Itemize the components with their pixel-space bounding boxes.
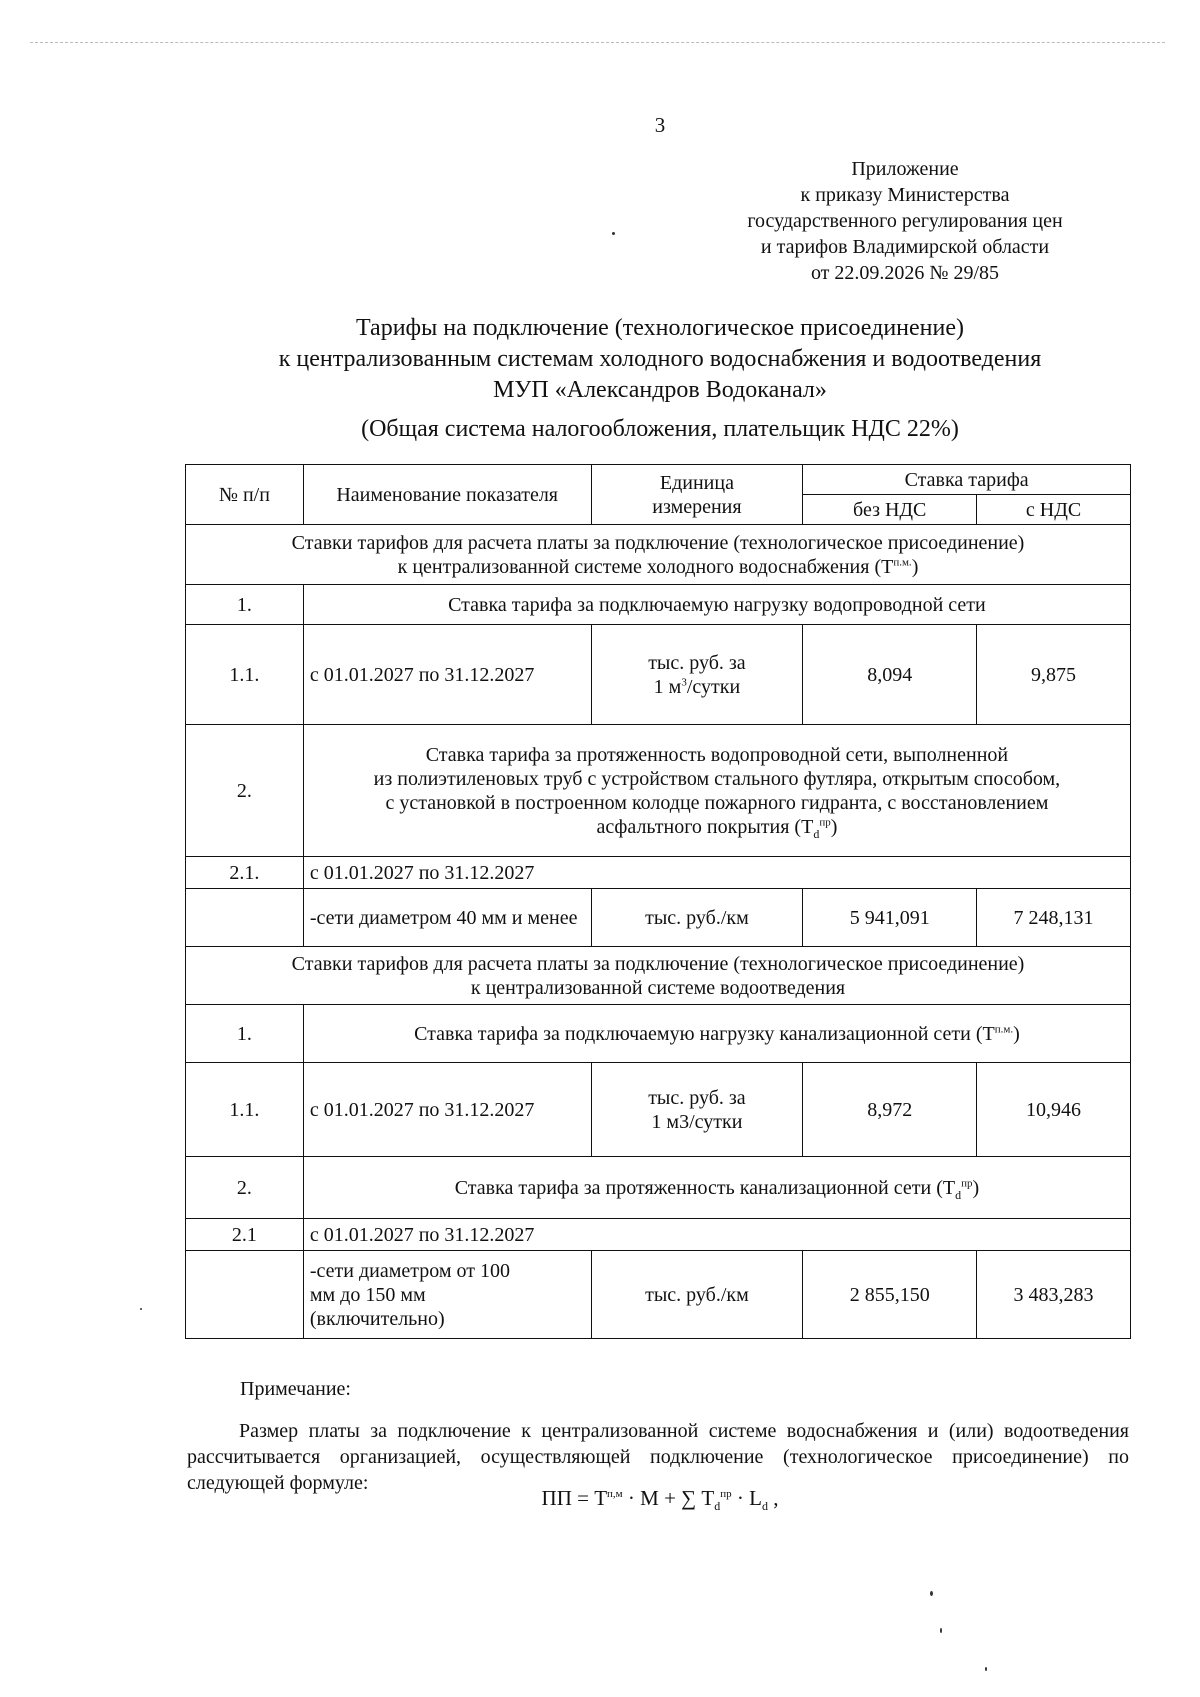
row-name: -сети диаметром 40 мм и менее xyxy=(303,889,591,947)
table-row xyxy=(186,1063,1131,1157)
row-num-empty xyxy=(186,889,304,947)
row-unit: тыс. руб./км xyxy=(591,889,803,947)
scan-speck xyxy=(930,1591,933,1596)
appendix-line: от 22.09.2026 № 29/85 xyxy=(810,262,1000,284)
row-name: -сети диаметром от 100 мм до 150 мм (включительно) xyxy=(303,1251,591,1339)
note-label: Примечание: xyxy=(240,1378,351,1400)
table-row xyxy=(186,625,1131,725)
header-name: Наименование показателя xyxy=(303,465,591,525)
row-num: 1. xyxy=(186,1005,304,1063)
row-num: 2. xyxy=(186,725,304,857)
table-row xyxy=(186,585,1131,625)
row-unit: тыс. руб./км xyxy=(591,1251,803,1339)
row-num: 2.1. xyxy=(186,857,304,889)
page-number: 3 xyxy=(654,113,666,137)
table-row xyxy=(186,1005,1131,1063)
row-period: с 01.01.2027 по 31.12.2027 xyxy=(303,1063,591,1157)
title-line: к централизованным системам холодного водоснабжения и водоотведения xyxy=(278,346,1042,372)
scan-speck xyxy=(985,1667,987,1671)
row-unit: тыс. руб. за 1 $м^3$/сутки xyxy=(591,625,803,725)
value-without-vat: 5 941,091 xyxy=(803,889,977,947)
row-num: 1. xyxy=(186,585,304,625)
appendix-line: Приложение xyxy=(851,158,959,180)
scan-artifact-line xyxy=(30,42,1165,43)
row-text: Ставка тарифа за подключаемую нагрузку водопроводной сети xyxy=(303,585,1130,625)
table-row xyxy=(186,889,1131,947)
appendix-line: к приказу Министерства xyxy=(800,184,1010,206)
value-with-vat: 10,946 xyxy=(977,1063,1131,1157)
document-title xyxy=(130,313,1190,406)
value-without-vat: 8,094 xyxy=(803,625,977,725)
tax-regime-subtitle: (Общая система налогообложения, плательщик НДС 22%) xyxy=(361,416,959,442)
table-row xyxy=(186,1219,1131,1251)
row-text: Ставка тарифа за протяженность водопроводной сети, выполненной из полиэтиленовых труб с устройством стального футляра, открытым способом, с установкой в построенном колодце пожарного гидранта, с восстановлением асфальтного покрытия $(Т_d^{пр})$ xyxy=(303,725,1130,857)
header-rate: Ставка тарифа xyxy=(803,465,1131,495)
value-with-vat: 3 483,283 xyxy=(977,1251,1131,1339)
table-row xyxy=(186,1157,1131,1219)
header-with-vat: с НДС xyxy=(977,495,1131,525)
row-num: 1.1. xyxy=(186,1063,304,1157)
row-period: с 01.01.2027 по 31.12.2027 xyxy=(303,857,1130,889)
appendix-line: и тарифов Владимирской области xyxy=(760,236,1050,258)
row-num-empty xyxy=(186,1251,304,1339)
fee-formula: ПП = $Т^{п,м} \cdot М$ + ∑ $Т_d^{пр} \cdot L_d$ , xyxy=(541,1486,779,1514)
row-text: Ставка тарифа за подключаемую нагрузку канализационной сети $(Т^{п.м.})$ xyxy=(303,1005,1130,1063)
row-num: 1.1. xyxy=(186,625,304,725)
title-line: МУП «Александров Водоканал» xyxy=(493,377,827,403)
row-unit: тыс. руб. за 1 м3/сутки xyxy=(591,1063,803,1157)
table-row xyxy=(186,725,1131,857)
title-line: Тарифы на подключение (технологическое присоединение) xyxy=(355,315,965,341)
scan-speck xyxy=(612,232,615,235)
row-period: с 01.01.2027 по 31.12.2027 xyxy=(303,625,591,725)
table-row xyxy=(186,1251,1131,1339)
header-num: № п/п xyxy=(186,465,304,525)
row-num: 2.1 xyxy=(186,1219,304,1251)
scan-speck xyxy=(940,1628,942,1633)
scan-speck xyxy=(140,1308,142,1310)
value-without-vat: 8,972 xyxy=(803,1063,977,1157)
section-row xyxy=(186,947,1131,1005)
value-without-vat: 2 855,150 xyxy=(803,1251,977,1339)
value-with-vat: 7 248,131 xyxy=(977,889,1131,947)
header-without-vat: без НДС xyxy=(803,495,977,525)
row-period: с 01.01.2027 по 31.12.2027 xyxy=(303,1219,1130,1251)
tariff-table xyxy=(185,464,1131,1339)
section-row xyxy=(186,525,1131,585)
note-text: Размер платы за подключение к централизованной системе водоснабжения и (или) водоотведения рассчитывается организацией, осуществляющей подключение (технологическое присоединение) по следующей формуле: xyxy=(187,1420,1129,1494)
row-num: 2. xyxy=(186,1157,304,1219)
section-heading-sewer: Ставки тарифов для расчета платы за подключение (технологическое присоединение) к централизованной системе водоотведения xyxy=(186,947,1131,1005)
header-unit: Единица измерения xyxy=(591,465,803,525)
value-with-vat: 9,875 xyxy=(977,625,1131,725)
appendix-line: государственного регулирования цен xyxy=(747,210,1063,232)
row-text: Ставка тарифа за протяженность канализационной сети $(Т_d^{пр})$ xyxy=(303,1157,1130,1219)
section-heading-water: Ставки тарифов для расчета платы за подключение (технологическое присоединение) к централизованной системе холодного водоснабжения $(Т^{п.м.})$ xyxy=(186,525,1131,585)
table-row xyxy=(186,857,1131,889)
appendix-block xyxy=(690,156,1120,286)
table-header-row xyxy=(186,465,1131,495)
